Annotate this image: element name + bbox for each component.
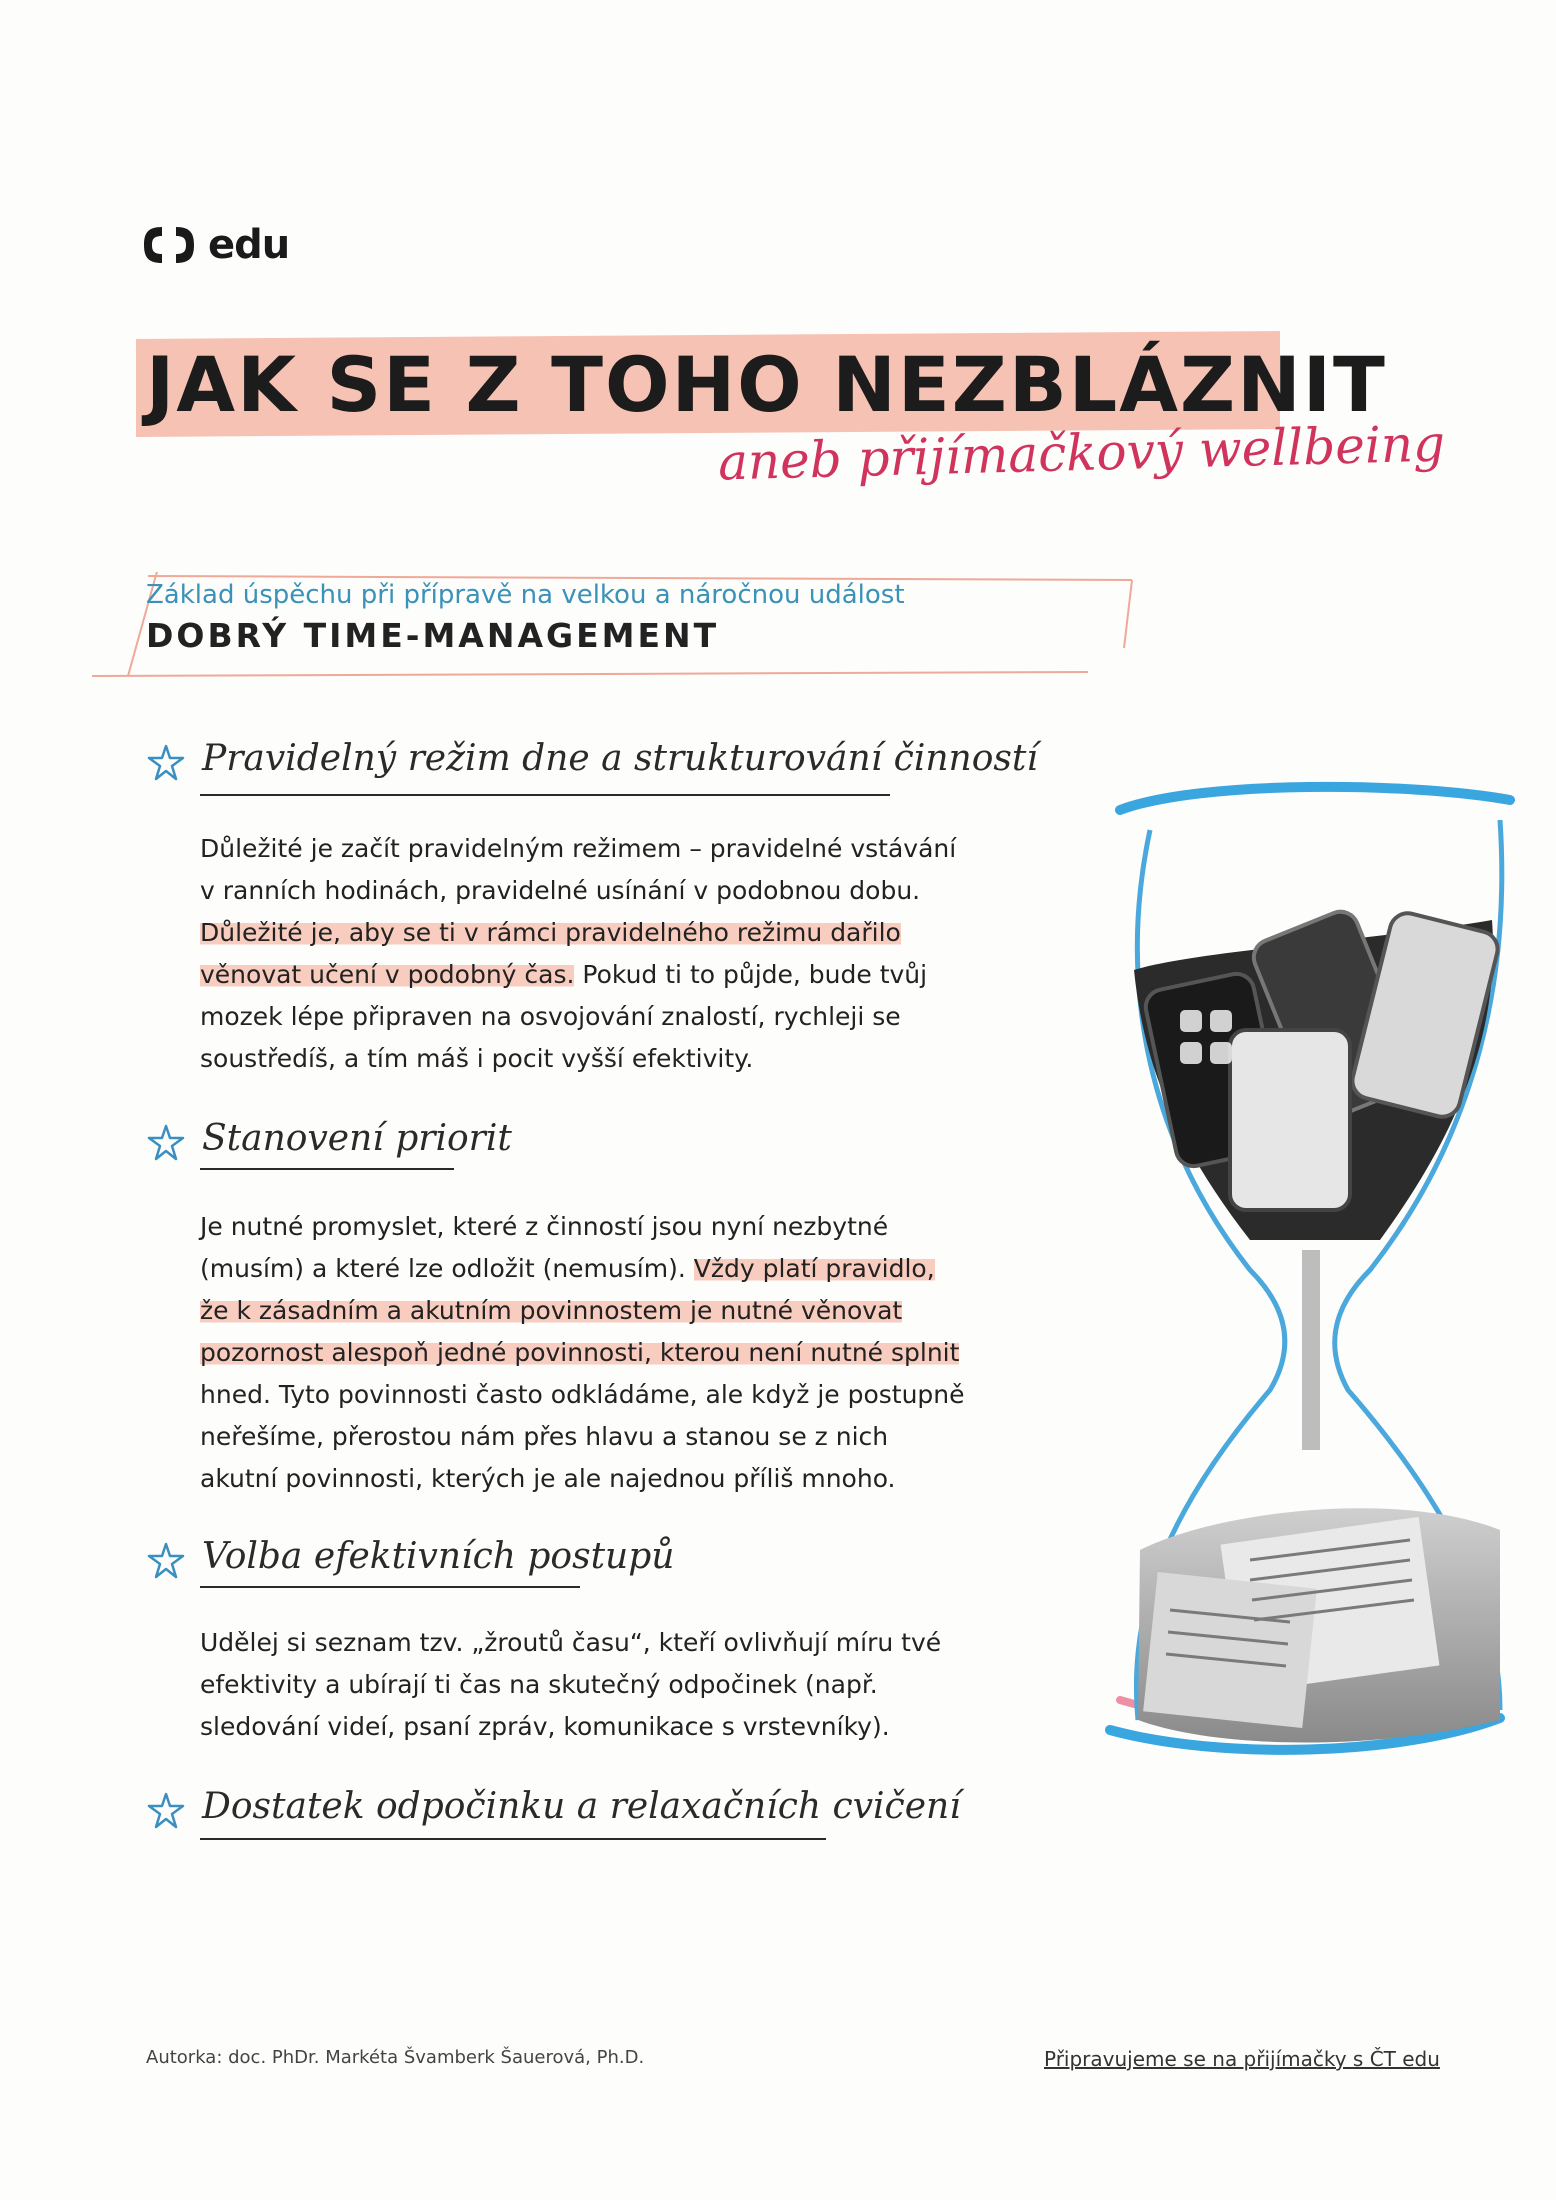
section-underline — [200, 1586, 580, 1588]
logo-text: edu — [208, 222, 290, 268]
section-paragraph-regime — [200, 828, 970, 1080]
phones-pile — [1134, 906, 1501, 1240]
hourglass-illustration — [1080, 770, 1520, 1770]
section-header-rest — [146, 1786, 961, 1831]
paragraph-highlight: Důležité je, aby se ti v rámci pravidelného režimu dařilo věnovat učení v podobný čas. — [200, 918, 901, 989]
newspapers-pile — [1138, 1508, 1500, 1742]
page-subtitle: aneb přijímačkový wellbeing — [717, 414, 1446, 492]
paragraph-text: Udělej si seznam tzv. „žroutů času“, kteří ovlivňují míru tvé efektivity a ubírají ti čas na skutečný odpočinek (např. sledování videí, psaní zpráv, komunikace s vrstevníky). — [200, 1628, 942, 1741]
section-header-regime — [146, 738, 1038, 783]
section-title: Volba efektivních postupů — [202, 1536, 675, 1577]
star-icon — [146, 1123, 186, 1163]
section-paragraph-priorities — [200, 1206, 970, 1500]
ct-edu-logo — [140, 222, 289, 268]
section-title: Dostatek odpočinku a relaxačních cvičení — [202, 1786, 961, 1827]
star-icon — [146, 743, 186, 783]
paragraph-text: Důležité je začít pravidelným režimem – pravidelné vstávání v ranních hodinách, pravidelné usínání v podobnou dobu. — [200, 834, 957, 905]
paragraph-text: Pokud ti to půjde, bude tvůj mozek lépe připraven na osvojování znalostí, rychleji se soustředíš, a tím máš i pocit vyšší efektivity. — [200, 960, 928, 1073]
footer-author: Autorka: doc. PhDr. Markéta Švamberk Šauerová, Ph.D. — [146, 2047, 645, 2068]
section-header-methods — [146, 1536, 674, 1581]
section-underline — [200, 794, 890, 796]
page-title: JAK SE Z TOHO NEZBLÁZNIT — [146, 340, 1387, 429]
section-paragraph-methods — [200, 1622, 970, 1748]
star-icon — [146, 1791, 186, 1831]
section-underline — [200, 1838, 826, 1840]
section-title: Pravidelný režim dne a strukturování činností — [202, 738, 1038, 779]
paragraph-text: hned. Tyto povinnosti často odkládáme, ale když je postupně neřešíme, přerostou nám přes hlavu a stanou se z nich akutní povinnosti, kterých je ale najednou příliš mnoho. — [200, 1380, 965, 1493]
intro-line: Základ úspěchu při přípravě na velkou a náročnou událost — [146, 580, 905, 610]
paragraph-text: Je nutné promyslet, které z činností jsou nyní nezbytné (musím) a které lze odložit (nemusím). — [200, 1212, 889, 1283]
section-title: Stanovení priorit — [202, 1118, 512, 1159]
paragraph-highlight: Vždy platí pravidlo, že k zásadním a akutním povinnostem je nutné věnovat pozornost alespoň jedné povinnosti, kterou není nutné splnit — [200, 1254, 960, 1367]
section-underline — [200, 1168, 454, 1170]
section-header-priorities — [146, 1118, 512, 1163]
star-icon — [146, 1541, 186, 1581]
footer-link[interactable]: Připravujeme se na přijímačky s ČT edu — [1044, 2047, 1440, 2071]
ct-logo-icon — [140, 223, 198, 267]
intro-heading: DOBRÝ TIME-MANAGEMENT — [146, 616, 720, 655]
